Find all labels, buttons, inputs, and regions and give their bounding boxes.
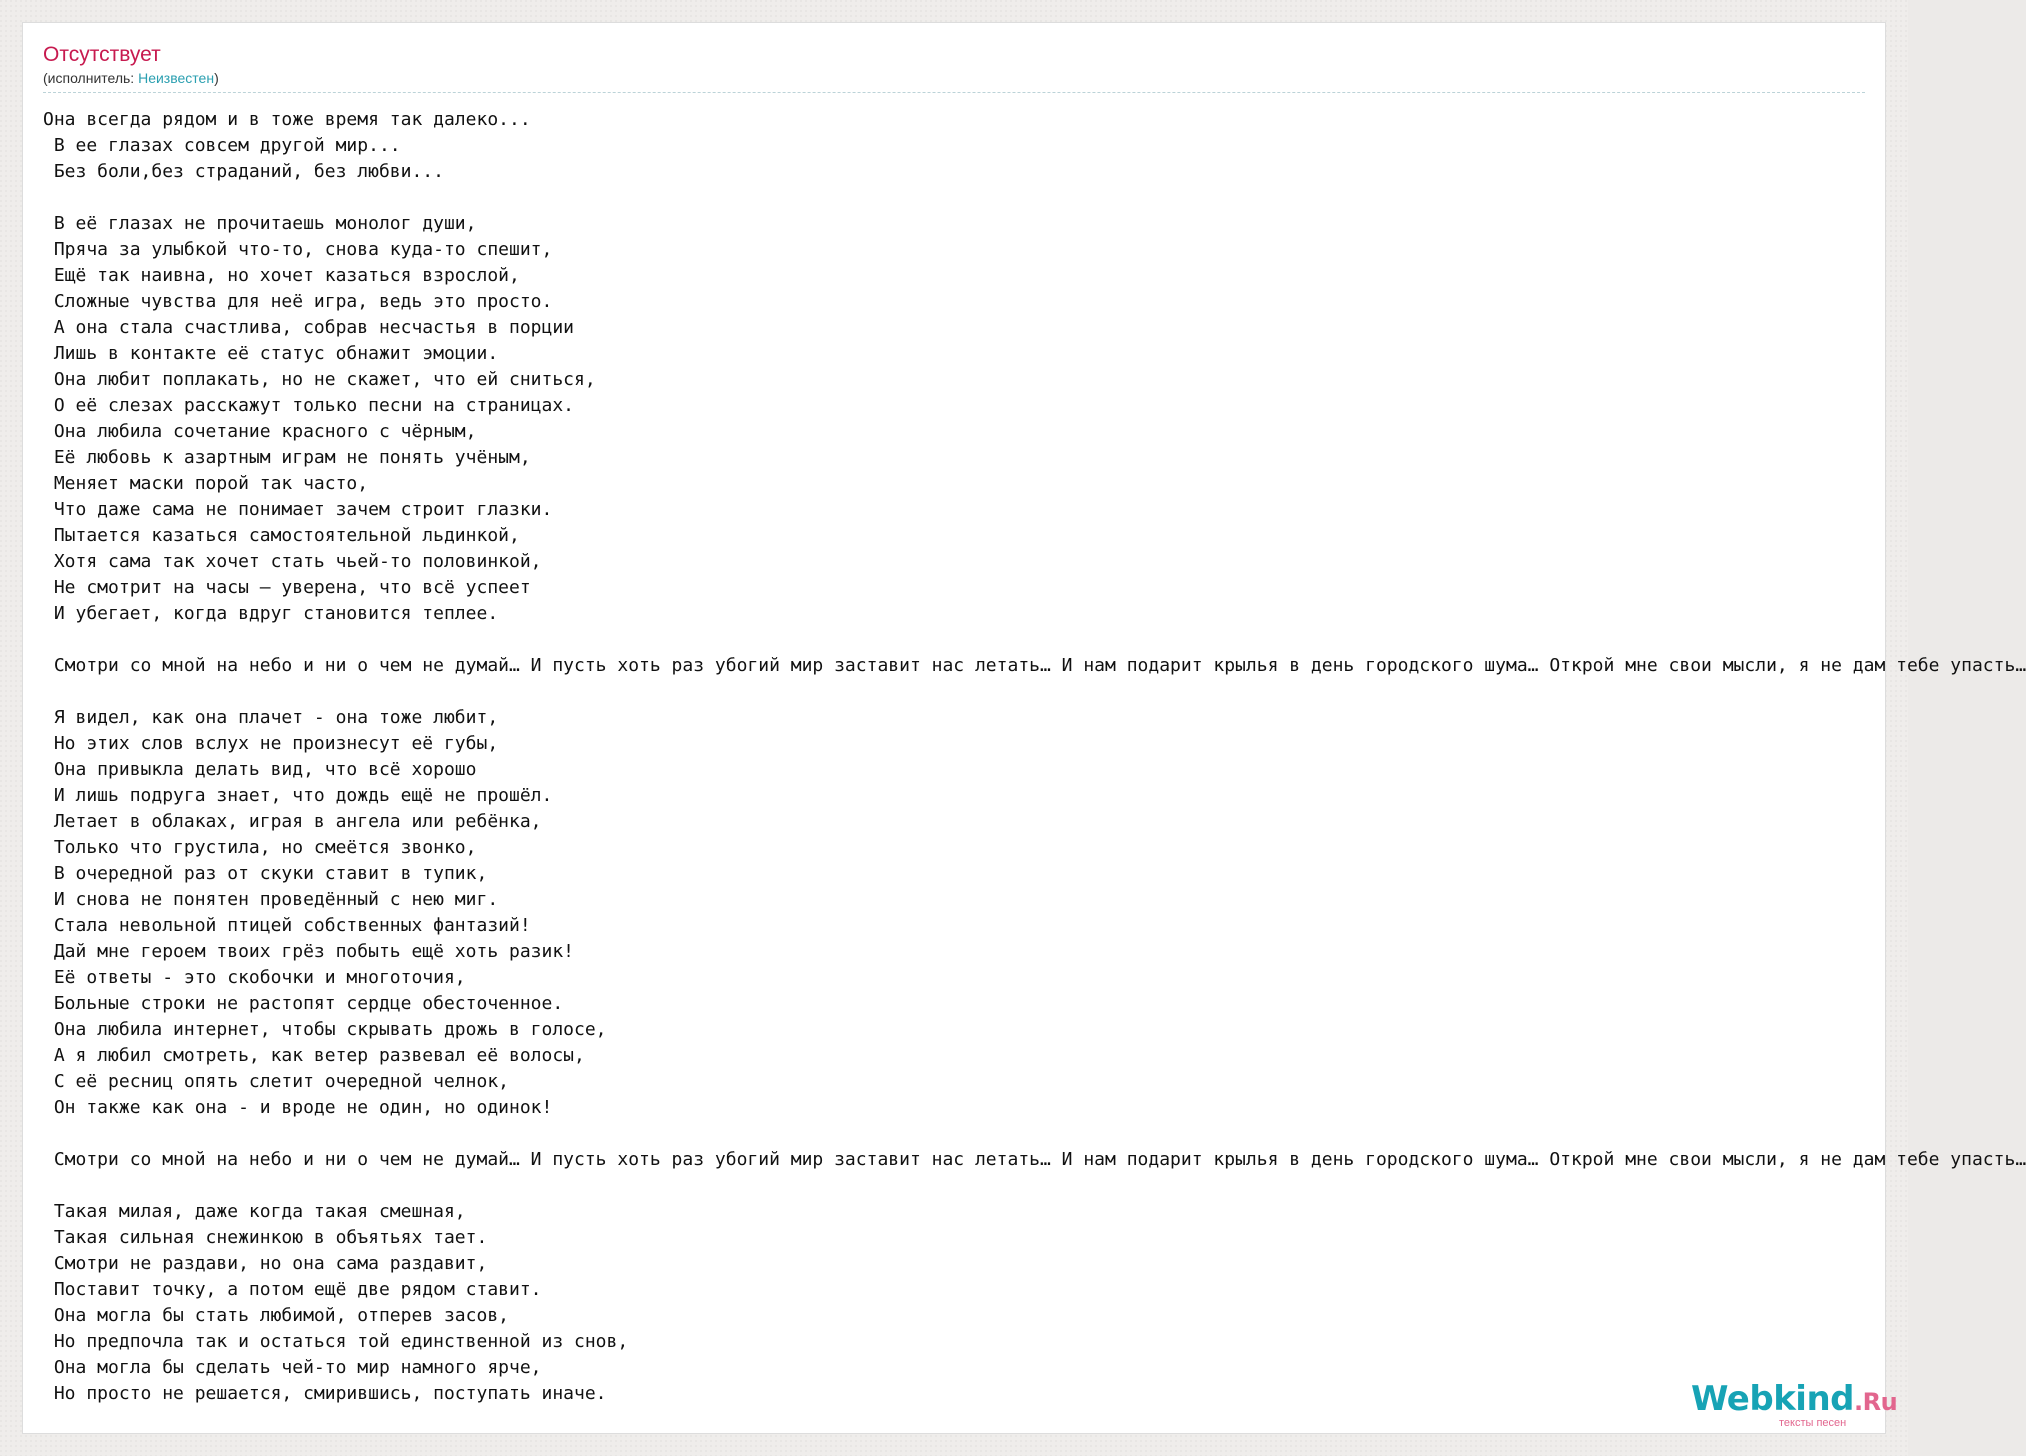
lyric-line: Летает в облаках, играя в ангела или ребёнка, [43,811,542,832]
lyric-line: Такая сильная снежинкою в объятьях тает. [43,1227,488,1248]
lyric-line: Стала невольной птицей собственных фантазий! [43,915,531,936]
lyric-line: Без боли,без страданий, без любви... [43,161,444,182]
logo-subtitle: тексты песен [1779,1417,1847,1429]
lyric-line [43,679,1953,705]
lyric-line: Её ответы - это скобочки и многоточия, [43,967,466,988]
lyric-line [43,627,1953,653]
lyric-line: Он также как она - и вроде не один, но одинок! [43,1097,553,1118]
lyric-line: И снова не понятен проведённый с нею миг. [43,889,499,910]
lyric-line: А она стала счастлива, собрав несчастья в порции [43,317,575,338]
lyric-line: Не смотрит на часы – уверена, что всё успеет [43,577,531,598]
lyric-line: Но этих слов вслух не произнесут её губы, [43,733,499,754]
lyric-line: Только что грустила, но смеётся звонко, [43,837,477,858]
lyric-line: Я видел, как она плачет - она тоже любит, [43,707,499,728]
lyric-line: Пряча за улыбкой что-то, снова куда-то спешит, [43,239,553,260]
lyric-line: Больные строки не растопят сердце обесточенное. [43,993,564,1014]
lyric-line: О её слезах расскажут только песни на страницах. [43,395,575,416]
lyric-line: Смотри не раздави, но она сама раздавит, [43,1253,488,1274]
lyric-line: Меняет маски порой так часто, [43,473,369,494]
lyric-line: Её любовь к азартным играм не понять учёным, [43,447,531,468]
content-card [22,22,2026,1434]
lyric-line: Но предпочла так и остаться той единственной из снов, [43,1331,629,1352]
lyric-line: Она любила интернет, чтобы скрывать дрожь в голосе, [43,1019,607,1040]
lyric-line: В очередной раз от скуки ставит в тупик, [43,863,488,884]
artist-suffix: ) [214,70,219,86]
lyric-line: Она любила сочетание красного с чёрным, [43,421,477,442]
lyric-line: А я любил смотреть, как ветер развевал её волосы, [43,1045,585,1066]
logo-suffix: .Ru [1854,1388,1898,1416]
lyric-line: Она могла бы стать любимой, отперев засов, [43,1305,509,1326]
lyric-line: Пытается казаться самостоятельной льдинкой, [43,525,520,546]
lyric-line: Такая милая, даже когда такая смешная, [43,1201,466,1222]
lyric-line: Что даже сама не понимает зачем строит глазки. [43,499,553,520]
lyric-line: Она могла бы сделать чей-то мир намного ярче, [43,1357,542,1378]
site-logo[interactable] [1691,1379,1898,1429]
lyric-line: В её глазах не прочитаешь монолог души, [43,213,477,234]
lyrics-text [43,107,2026,1407]
lyric-line: И лишь подруга знает, что дождь ещё не прошёл. [43,785,553,806]
lyric-line: Смотри со мной на небо и ни о чем не думай… И пусть хоть раз убогий мир заставит нас летать… И нам подарит крылья в день городского шума… Открой мне свои мысли, я не дам тебе упасть… [43,1149,2026,1170]
lyric-line [43,185,1953,211]
song-title: Отсутствует [43,43,161,66]
lyric-line [43,1121,1953,1147]
lyric-line: Она привыкла делать вид, что всё хорошо [43,759,477,780]
artist-link[interactable]: Неизвестен [138,70,215,86]
lyric-line: Поставит точку, а потом ещё две рядом ставит. [43,1279,542,1300]
lyric-line: Ещё так наивна, но хочет казаться взрослой, [43,265,520,286]
lyric-line: Смотри со мной на небо и ни о чем не думай… И пусть хоть раз убогий мир заставит нас летать… И нам подарит крылья в день городского шума… Открой мне свои мысли, я не дам тебе упасть… [43,655,2026,676]
lyric-line: Она любит поплакать, но не скажет, что ей сниться, [43,369,596,390]
lyric-line: Она всегда рядом и в тоже время так далеко... [43,109,531,130]
lyric-line [43,1173,1953,1199]
song-header [43,41,1865,87]
lyric-line: В ее глазах совсем другой мир... [43,135,401,156]
lyric-line: Лишь в контакте её статус обнажит эмоции. [43,343,499,364]
artist-prefix: (исполнитель: [43,70,139,86]
header-divider [43,92,1865,93]
lyric-line: Хотя сама так хочет стать чьей-то половинкой, [43,551,542,572]
logo-wordmark [1691,1379,1897,1422]
lyric-line: Но просто не решается, смирившись, поступать иначе. [43,1383,607,1404]
logo-main-text: Webkind [1691,1379,1854,1419]
lyric-line: И убегает, когда вдруг становится теплее. [43,603,499,624]
lyric-line: Сложные чувства для неё игра, ведь это просто. [43,291,553,312]
artist-line [43,69,1865,87]
lyric-line: Дай мне героем твоих грёз побыть ещё хоть разик! [43,941,575,962]
lyric-line: С её ресниц опять слетит очередной челнок, [43,1071,509,1092]
